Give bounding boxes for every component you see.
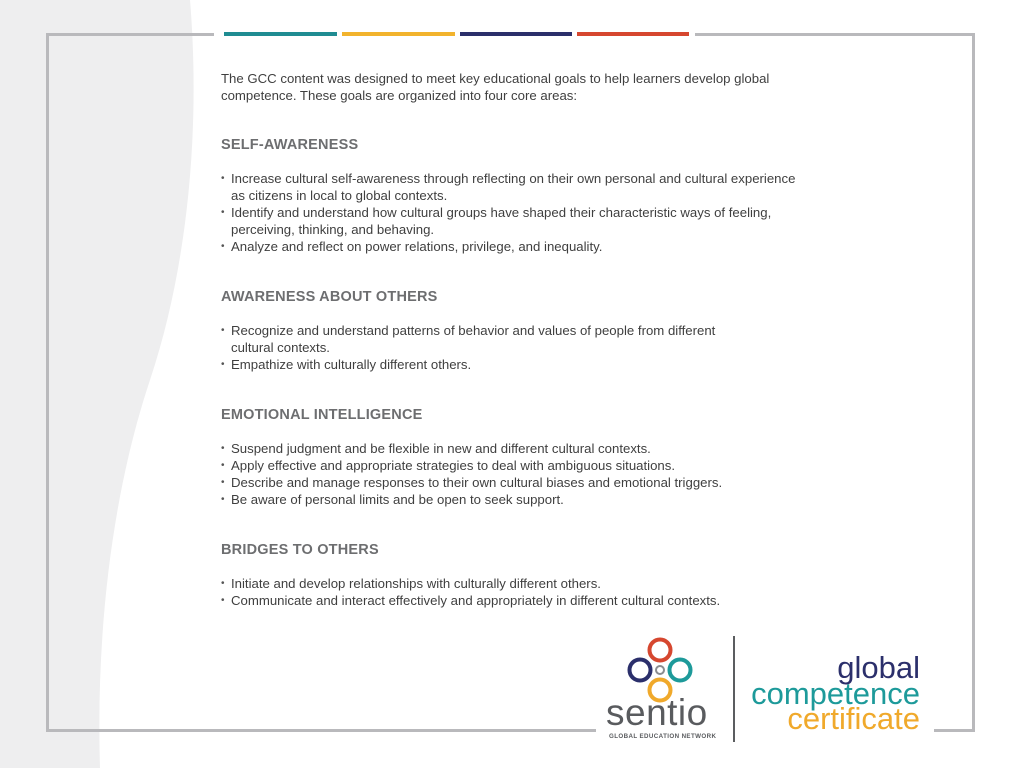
- list-item: • Communicate and interact effectively and appropriately in different cultural contexts.: [221, 592, 801, 609]
- sentio-tagline: GLOBAL EDUCATION NETWORK: [609, 733, 717, 740]
- list-item: • Identify and understand how cultural groups have shaped their characteristic ways of feeling, perceiving, thinking, and behaving.: [221, 204, 801, 238]
- section-heading: EMOTIONAL INTELLIGENCE: [221, 407, 423, 423]
- section-bridges-to-others: [221, 541, 801, 609]
- bullet-list: [221, 170, 801, 255]
- stripe-gold: [342, 32, 455, 36]
- list-item: • Apply effective and appropriate strategies to deal with ambiguous situations.: [221, 457, 801, 474]
- stripe-red: [577, 32, 689, 36]
- stripe-navy: [460, 32, 572, 36]
- list-item: • Suspend judgment and be flexible in new and different cultural contexts.: [221, 440, 801, 457]
- section-heading: AWARENESS ABOUT OTHERS: [221, 289, 438, 305]
- section-emotional-intelligence: [221, 406, 801, 508]
- intro-paragraph: The GCC content was designed to meet key educational goals to help learners develop global competence. These goals are organized into four core areas:: [221, 71, 770, 103]
- bullet-list: [221, 322, 721, 373]
- gcc-logo-line-certificate: certificate: [787, 701, 920, 736]
- list-item: • Empathize with culturally different others.: [221, 356, 721, 373]
- bullet-list: [221, 440, 801, 508]
- list-item: • Recognize and understand patterns of behavior and values of people from different cultural contexts.: [221, 322, 721, 356]
- section-heading: SELF-AWARENESS: [221, 137, 359, 153]
- sentio-logo-text: sentio: [606, 692, 708, 733]
- list-item: • Increase cultural self-awareness through reflecting on their own personal and cultural experience as citizens in local to global contexts.: [221, 170, 801, 204]
- section-heading: BRIDGES TO OTHERS: [221, 542, 379, 558]
- list-item: • Analyze and reflect on power relations, privilege, and inequality.: [221, 238, 801, 255]
- list-item: • Describe and manage responses to their own cultural biases and emotional triggers.: [221, 474, 801, 491]
- stripe-teal: [224, 32, 337, 36]
- logo-divider: [733, 636, 735, 742]
- gcc-logo-line-global: global: [837, 650, 920, 685]
- list-item: • Initiate and develop relationships with culturally different others.: [221, 575, 801, 592]
- gcc-logo-line-competence: competence: [751, 676, 920, 711]
- section-self-awareness: [221, 136, 801, 255]
- document-body: [221, 70, 801, 609]
- section-awareness-about-others: [221, 288, 801, 373]
- bullet-list: [221, 575, 801, 609]
- list-item: • Be aware of personal limits and be open to seek support.: [221, 491, 801, 508]
